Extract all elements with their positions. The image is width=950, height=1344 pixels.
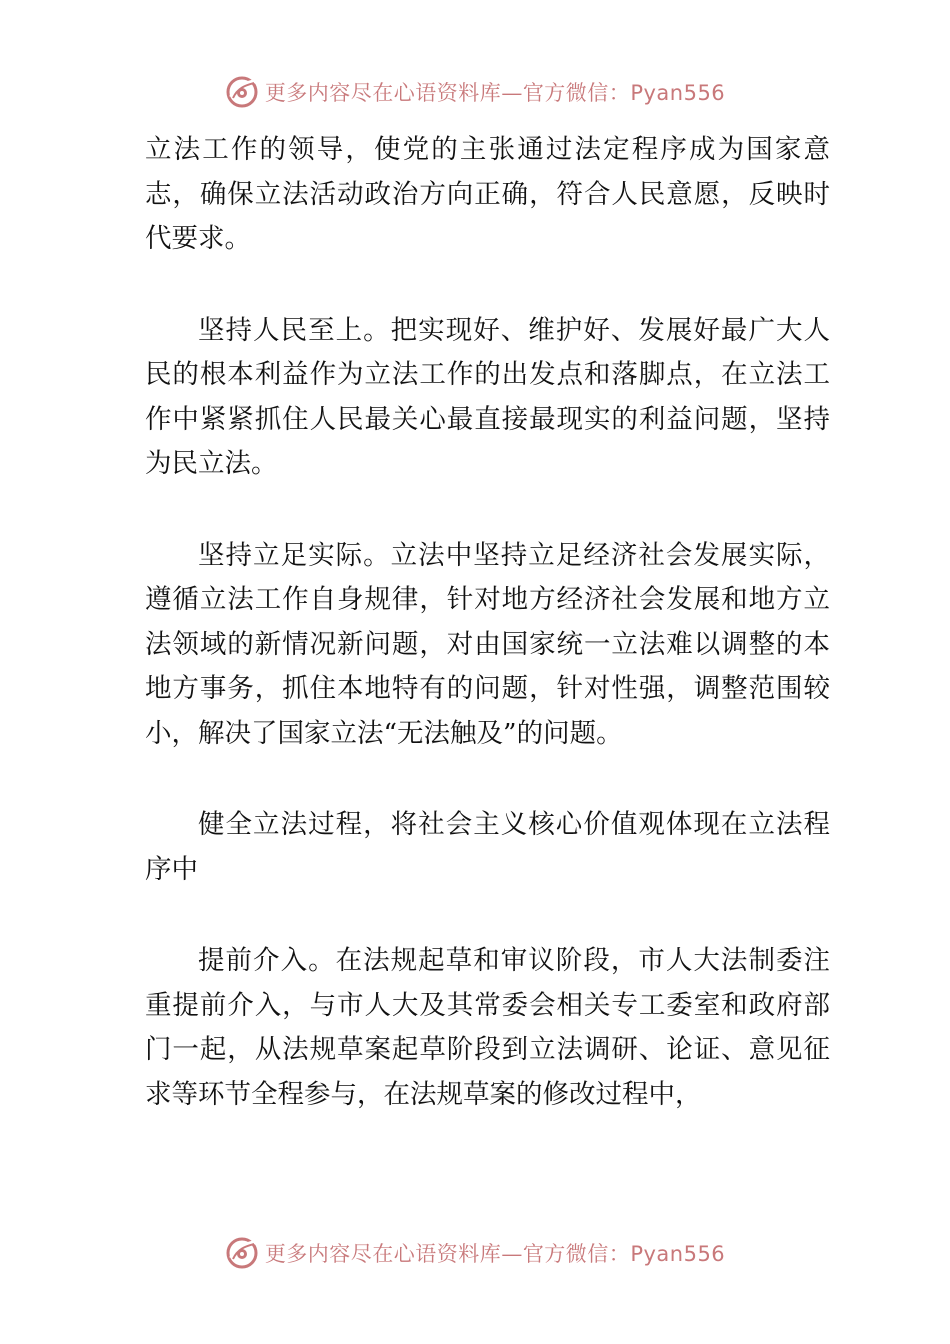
footer-wechat-id: Pyan556 <box>630 1242 726 1266</box>
footer-brand-text: 更多内容尽在心语资料库 <box>264 1242 502 1266</box>
footer-separator: — <box>501 1242 523 1266</box>
document-body <box>145 128 830 1164</box>
header-watermark <box>0 72 950 112</box>
paragraph-5: 提前介入。在法规起草和审议阶段，市人大法制委注重提前介入，与市人大及其常委会相关专工委室和政府部门一起，从法规草案起草阶段到立法调研、论证、意见征求等环节全程参与，在法规草案的修改过程中， <box>145 945 830 1110</box>
footer-watermark-text <box>265 1238 725 1268</box>
header-watermark-text <box>265 77 725 107</box>
header-wechat-id: Pyan556 <box>630 81 726 105</box>
header-separator: — <box>501 81 523 105</box>
footer-watermark <box>0 1233 950 1273</box>
paragraph-3: 坚持立足实际。立法中坚持立足经济社会发展实际，遵循立法工作自身规律，针对地方经济社会发展和地方立法领域的新情况新问题，对由国家统一立法难以调整的本地方事务，抓住本地特有的问题，针对性强，调整范围较小，解决了国家立法“无法触及”的问题。 <box>145 539 830 749</box>
paragraph-4: 健全立法过程，将社会主义核心价值观体现在立法程序中 <box>145 809 830 885</box>
header-brand-text: 更多内容尽在心语资料库 <box>264 81 502 105</box>
header-wechat-label: 官方微信： <box>522 81 631 105</box>
watermark-logo-icon <box>225 75 259 109</box>
footer-wechat-label: 官方微信： <box>522 1242 631 1266</box>
paragraph-1: 立法工作的领导，使党的主张通过法定程序成为国家意志，确保立法活动政治方向正确，符合人民意愿，反映时代要求。 <box>145 134 830 254</box>
watermark-logo-icon <box>225 1236 259 1270</box>
paragraph-2: 坚持人民至上。把实现好、维护好、发展好最广大人民的根本利益作为立法工作的出发点和落脚点，在立法工作中紧紧抓住人民最关心最直接最现实的利益问题，坚持为民立法。 <box>145 314 830 479</box>
